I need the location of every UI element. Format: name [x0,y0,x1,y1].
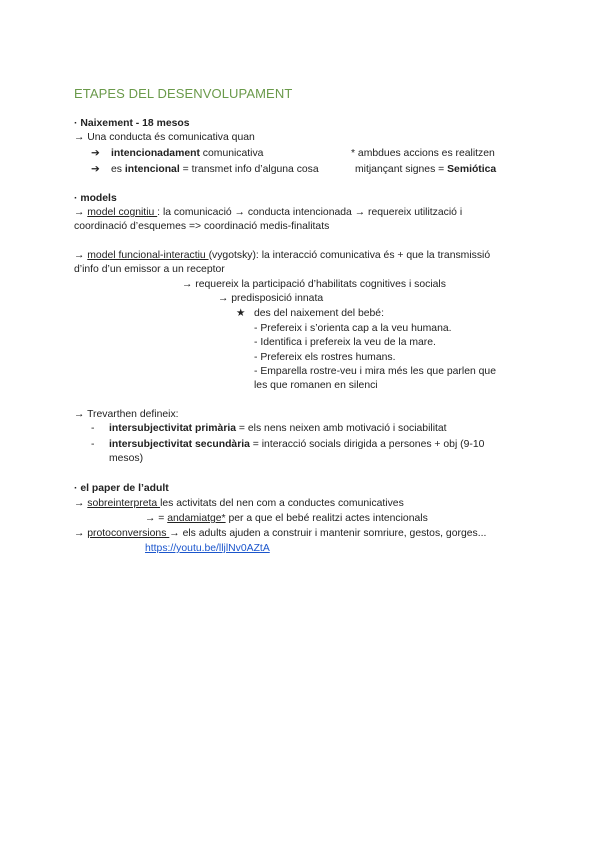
term-rest: = els nens neixen amb motivació i sociabilitat [236,423,447,434]
heading-part-bold: 18 mesos [142,118,190,129]
dash-bullet: - [91,423,95,434]
line-rest: les activitats del nen com a conductes comunicatives [160,498,404,509]
arrow: → = [145,513,168,524]
model-cognitiu-line [74,206,462,219]
underlined-term: andamiatge* [167,513,226,524]
arrow: → [74,528,88,539]
text-line: → Trevarthen defineix: [74,409,179,420]
note-text: mitjançant signes = [355,164,448,175]
model-funcional-line [74,249,490,262]
side-note-1: * ambdues accions es realitzen [351,148,495,159]
list-item: - Prefereix els rostres humans. [254,352,396,363]
text-line [145,512,428,525]
bold-term: intersubjectivitat primària [109,423,237,434]
side-note-2 [355,163,496,176]
line-rest: per a que el bebé realitzi actes intencionals [225,513,428,524]
bullet-item-2 [111,163,319,176]
heading-part: · Naixement - [74,118,143,129]
youtube-link[interactable]: https://youtu.be/lljlNv0AZtA [145,543,270,554]
section-heading-models: · models [74,193,117,204]
bold-term: intencionadament [111,148,200,159]
text-line: → predisposició innata [218,293,324,304]
list-item-continued: mesos) [109,453,144,464]
bullet-item-1 [111,147,263,160]
term-rest: comunicativa [199,148,264,159]
arrow: → [74,207,88,218]
list-item [109,422,447,435]
line-rest: : la comunicació → conducta intencionada → requereix utilització i [157,207,463,218]
text-line: → requereix la participació d’habilitats cognitives i socials [182,279,446,290]
list-item: - Emparella rostre-veu i mira més les que parlen que [254,366,496,377]
section-heading-adult: · el paper de l’adult [74,483,169,494]
arrow: → [74,250,88,261]
star-bullet-icon: ★ [236,308,246,319]
arrow-bullet-icon: ➔ [91,148,100,159]
term-rest: = interacció socials dirigida a persones + obj (9-10 [249,439,485,450]
underlined-term: protoconversions [87,528,170,539]
list-item [109,438,484,451]
list-item: - Identifica i prefereix la veu de la mare. [254,337,436,348]
underlined-term: model funcional-interactiu [87,250,209,261]
note-bold: Semiótica [447,164,497,175]
text-line: d’info d’un emissor a un receptor [74,264,225,275]
list-item-continued: les que romanen en silenci [254,380,378,391]
bold-term: intersubjectivitat secundària [109,439,250,450]
section-heading-naixement [74,117,190,130]
arrow-bullet-icon: ➔ [91,164,100,175]
line-rest: (vygotsky): la interacció comunicativa és + que la transmissió [208,250,491,261]
page-title: ETAPES DEL DESENVOLUPAMENT [74,86,293,101]
line-rest: → els adults ajuden a construir i mantenir somriure, gestos, gorges... [169,528,487,539]
term-rest: = transmet info d’alguna cosa [179,164,319,175]
term-pre: es [111,164,125,175]
arrow: → [74,498,88,509]
text-line: → Una conducta és comunicativa quan [74,132,255,143]
underlined-term: model cognitiu [87,207,158,218]
underlined-term: sobreinterpreta [87,498,161,509]
text-line: des del naixement del bebé: [254,308,384,319]
bold-term: intencional [124,164,180,175]
dash-bullet: - [91,439,95,450]
text-line: coordinació d’esquemes => coordinació medis-finalitats [74,221,330,232]
text-line [74,497,404,510]
list-item: - Prefereix i s’orienta cap a la veu humana. [254,323,452,334]
text-line [74,527,486,540]
